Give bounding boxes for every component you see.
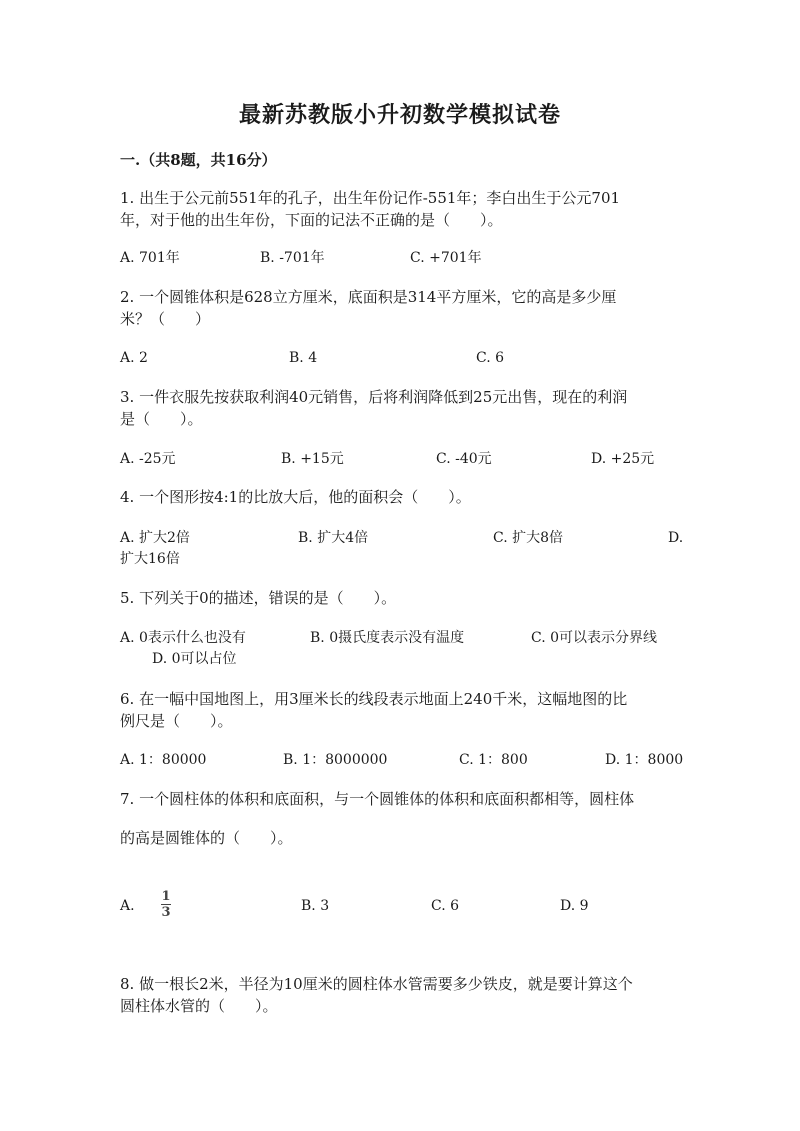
question-1-line-2: 年，对于他的出生年份，下面的记法不正确的是（ ）。 <box>120 211 503 229</box>
fraction-numerator: 1 <box>161 889 171 904</box>
question-5-line-1: 5. 下列关于0的描述，错误的是（ ）。 <box>120 589 397 607</box>
question-4-option-c[interactable]: C. 扩大8倍 <box>493 530 564 546</box>
question-6-option-a[interactable]: A. 1：80000 <box>120 752 207 768</box>
question-3-option-d[interactable]: D. +25元 <box>591 451 655 467</box>
question-4-line-1: 4. 一个图形按4:1的比放大后，他的面积会（ ）。 <box>120 488 471 506</box>
question-3-line-2: 是（ ）。 <box>120 410 203 428</box>
question-1-option-b[interactable]: B. -701年 <box>260 250 325 266</box>
question-3-option-c[interactable]: C. -40元 <box>436 451 492 467</box>
question-1-option-c[interactable]: C. +701年 <box>410 250 482 266</box>
question-2-option-c[interactable]: C. 6 <box>476 350 505 366</box>
question-6-option-c[interactable]: C. 1：800 <box>459 752 528 768</box>
question-4-option-d-text[interactable]: 扩大16倍 <box>120 551 180 567</box>
question-2-line-1: 2. 一个圆锥体积是628立方厘米，底面积是314平方厘米，它的高是多少厘 <box>120 288 617 306</box>
question-4-option-d[interactable]: D. <box>668 530 684 546</box>
question-7-option-b[interactable]: B. 3 <box>301 898 330 914</box>
question-6-line-1: 6. 在一幅中国地图上，用3厘米长的线段表示地面上240千米，这幅地图的比 <box>120 690 628 708</box>
question-8-line-1: 8. 做一根长2米，半径为10厘米的圆柱体水管需要多少铁皮，就是要计算这个 <box>120 975 633 993</box>
question-5-option-b[interactable]: B. 0摄氏度表示没有温度 <box>310 630 465 646</box>
question-7-option-d[interactable]: D. 9 <box>560 898 589 914</box>
question-6-line-2: 例尺是（ ）。 <box>120 712 233 730</box>
question-7-line-2: 的高是圆锥体的（ ）。 <box>120 829 293 847</box>
section-heading: 一.（共8题，共16分） <box>120 151 277 169</box>
question-3-option-b[interactable]: B. +15元 <box>281 451 344 467</box>
question-5-option-a[interactable]: A. 0表示什么也没有 <box>120 630 246 646</box>
question-6-option-d[interactable]: D. 1：8000 <box>605 752 684 768</box>
question-7-line-1: 7. 一个圆柱体的体积和底面积，与一个圆锥体的体积和底面积都相等，圆柱体 <box>120 790 635 808</box>
question-5-option-c[interactable]: C. 0可以表示分界线 <box>531 630 658 646</box>
question-2-option-b[interactable]: B. 4 <box>289 350 318 366</box>
fraction-denominator: 3 <box>161 905 171 920</box>
page-title: 最新苏教版小升初数学模拟试卷 <box>238 102 561 128</box>
question-1-line-1: 1. 出生于公元前551年的孔子，出生年份记作-551年；李白出生于公元701 <box>120 189 621 207</box>
question-4-option-b[interactable]: B. 扩大4倍 <box>298 530 369 546</box>
question-1-option-a[interactable]: A. 701年 <box>120 250 180 266</box>
question-8-line-2: 圆柱体水管的（ ）。 <box>120 997 278 1015</box>
question-7-option-a[interactable]: A. <box>120 898 135 914</box>
question-2-option-a[interactable]: A. 2 <box>120 350 148 366</box>
question-4-option-a[interactable]: A. 扩大2倍 <box>120 530 190 546</box>
question-2-line-2: 米？（ ） <box>120 310 211 328</box>
question-7-option-c[interactable]: C. 6 <box>431 898 460 914</box>
one-third-fraction <box>161 890 171 919</box>
question-3-option-a[interactable]: A. -25元 <box>120 451 176 467</box>
question-3-line-1: 3. 一件衣服先按获取利润40元销售，后将利润降低到25元出售，现在的利润 <box>120 388 628 406</box>
question-6-option-b[interactable]: B. 1：8000000 <box>283 752 388 768</box>
question-5-option-d[interactable]: D. 0可以占位 <box>152 651 237 667</box>
